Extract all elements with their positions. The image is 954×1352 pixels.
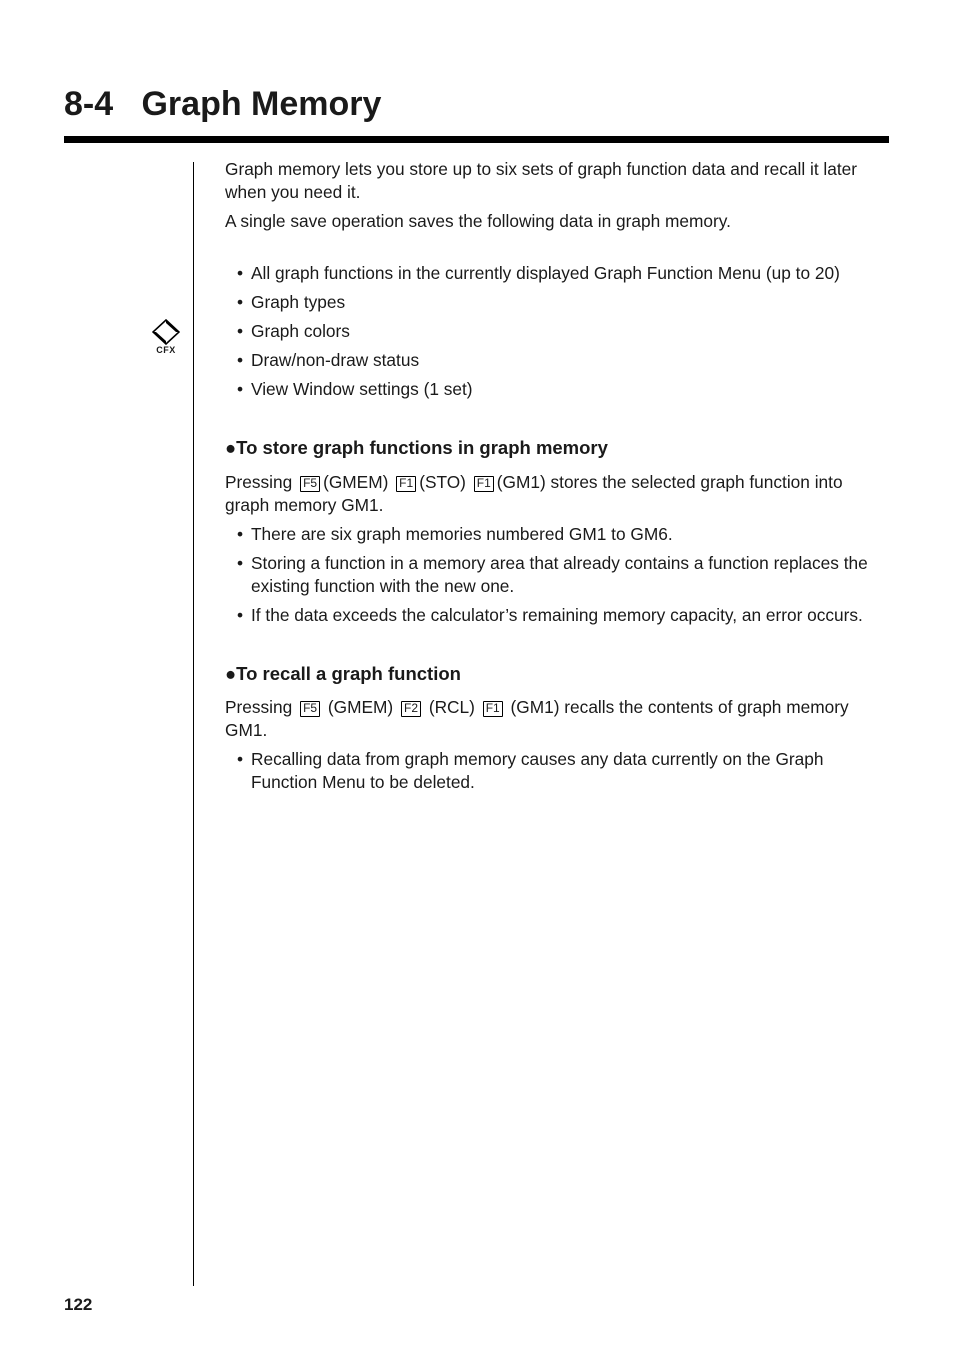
title-rule	[64, 136, 889, 143]
page-title: 8-4 Graph Memory	[64, 85, 382, 123]
list-item: • All graph functions in the currently displayed Graph Function Menu (up to 20)	[225, 262, 887, 285]
saved-data-list	[225, 262, 887, 401]
list-item: • Draw/non-draw status	[225, 349, 887, 372]
pressing-text: Pressing	[225, 697, 293, 717]
intro-paragraph-2: A single save operation saves the following data in graph memory.	[225, 211, 731, 231]
cfx-label: CFX	[156, 345, 176, 355]
intro-paragraph: Graph memory lets you store up to six sets of graph function data and recall it later when you need it.	[225, 159, 858, 202]
f1-key-icon: F1	[483, 701, 503, 717]
gm1-text: (GM1) stores the selected graph function into graph memory GM1.	[225, 472, 843, 515]
gm1-text: (GM1) recalls the contents of graph memory GM1.	[225, 697, 849, 740]
pressing-text: Pressing	[225, 472, 293, 492]
store-paragraph	[225, 471, 887, 517]
gmem-text: (GMEM)	[327, 697, 394, 717]
recall-heading: ●To recall a graph function	[225, 663, 461, 684]
list-item: • If the data exceeds the calculator’s remaining memory capacity, an error occurs.	[225, 604, 887, 627]
page-number: 122	[64, 1295, 93, 1314]
list-item: • Storing a function in a memory area that already contains a function replaces the existing function with the new one.	[225, 552, 887, 598]
list-item: • Graph types	[225, 291, 887, 314]
f5-key-icon: F5	[300, 701, 320, 717]
cfx-diamond-icon	[152, 319, 180, 345]
f1-key-icon: F1	[396, 476, 416, 492]
list-item: • Recalling data from graph memory causes any data currently on the Graph Function Menu to be deleted.	[225, 748, 887, 794]
gmem-text: (GMEM)	[323, 472, 389, 492]
f2-key-icon: F2	[401, 701, 421, 717]
list-item: • Graph colors	[225, 320, 887, 343]
list-item: • View Window settings (1 set)	[225, 378, 887, 401]
store-notes-list	[225, 523, 887, 627]
margin-rule	[193, 162, 194, 1286]
rcl-text: (RCL)	[428, 697, 475, 717]
cfx-marker	[150, 319, 182, 355]
recall-notes-list	[225, 748, 887, 794]
store-heading: ●To store graph functions in graph memory	[225, 437, 608, 458]
sto-text: (STO)	[419, 472, 466, 492]
f5-key-icon: F5	[300, 476, 320, 492]
list-item: • There are six graph memories numbered GM1 to GM6.	[225, 523, 887, 546]
f1-key-icon: F1	[474, 476, 494, 492]
main-content	[225, 158, 887, 800]
recall-paragraph	[225, 696, 887, 742]
